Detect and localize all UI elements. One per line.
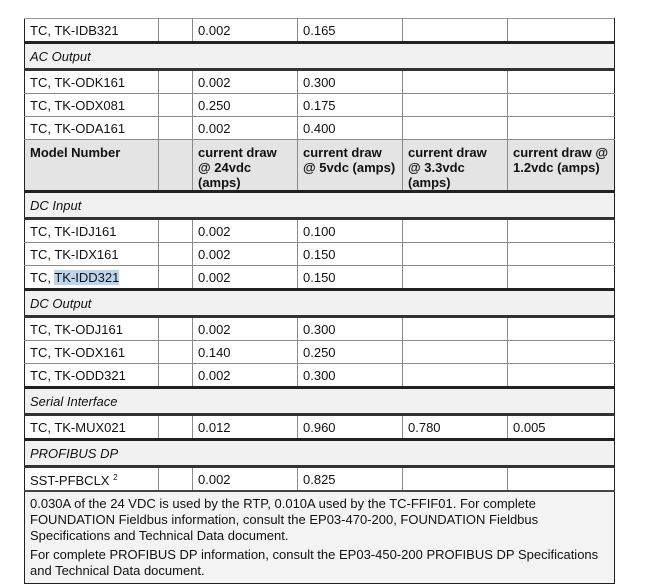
section-row-dc-input <box>25 192 615 219</box>
blank-cell <box>159 117 193 140</box>
blank-cell <box>159 364 193 388</box>
section-row-serial-interface <box>25 388 615 415</box>
header-current-24v: current draw @ 24vdc (amps) <box>193 140 298 192</box>
current-1v2-cell <box>508 19 615 43</box>
model-name: SST-PFBCLX <box>30 473 110 488</box>
current-5v-cell: 0.250 <box>298 341 403 364</box>
notes-row <box>25 491 615 584</box>
model-cell: TC, TK-ODA161 <box>25 117 159 140</box>
note-foundation-fieldbus: 0.030A of the 24 VDC is used by the RTP, 0.010A used by the TC-FFIF01. For complete FOUNDATION Fieldbus information, consult the EP03-470-200, FOUNDATION Fieldbus Specifications and Technical Data document. <box>30 496 539 543</box>
table-row <box>25 364 615 388</box>
header-blank <box>159 140 193 192</box>
selected-text[interactable]: TK-IDD321 <box>54 269 120 285</box>
current-5v-cell: 0.300 <box>298 70 403 94</box>
table-row <box>25 266 615 290</box>
current-24v-cell: 0.140 <box>193 341 298 364</box>
blank-cell <box>159 317 193 341</box>
table-header-row <box>25 140 615 192</box>
section-title: AC Output <box>25 43 615 70</box>
current-5v-cell: 0.300 <box>298 364 403 388</box>
current-5v-cell: 0.165 <box>298 19 403 43</box>
table-row <box>25 70 615 94</box>
header-current-1v2: current draw @ 1.2vdc (amps) <box>508 140 615 192</box>
current-24v-cell: 0.002 <box>193 364 298 388</box>
current-5v-cell: 0.960 <box>298 415 403 440</box>
model-cell: TC, TK-ODK161 <box>25 70 159 94</box>
current-3v3-cell <box>403 317 508 341</box>
table-row <box>25 415 615 440</box>
current-3v3-cell <box>403 341 508 364</box>
table-row <box>25 341 615 364</box>
blank-cell <box>159 19 193 43</box>
model-cell: TC, TK-ODX161 <box>25 341 159 364</box>
current-3v3-cell <box>403 467 508 492</box>
model-cell: TC, TK-ODD321 <box>25 364 159 388</box>
current-24v-cell: 0.002 <box>193 219 298 243</box>
model-cell: TC, TK-MUX021 <box>25 415 159 440</box>
current-24v-cell: 0.002 <box>193 317 298 341</box>
blank-cell <box>159 243 193 266</box>
note-profibus-dp: For complete PROFIBUS DP information, consult the EP03-450-200 PROFIBUS DP Specifications and Technical Data document. <box>30 547 599 578</box>
table-row <box>25 467 615 492</box>
current-1v2-cell <box>508 364 615 388</box>
current-5v-cell: 0.150 <box>298 243 403 266</box>
current-3v3-cell <box>403 70 508 94</box>
model-cell: TC, TK-ODJ161 <box>25 317 159 341</box>
current-24v-cell: 0.002 <box>193 70 298 94</box>
blank-cell <box>159 467 193 492</box>
current-24v-cell: 0.002 <box>193 117 298 140</box>
table-row <box>25 243 615 266</box>
table-row <box>25 117 615 140</box>
model-prefix: TC, <box>30 269 55 285</box>
current-5v-cell: 0.175 <box>298 94 403 117</box>
header-model-number: Model Number <box>25 140 159 192</box>
current-5v-cell: 0.400 <box>298 117 403 140</box>
section-title: PROFIBUS DP <box>25 440 615 467</box>
current-1v2-cell <box>508 117 615 140</box>
notes-cell <box>25 491 615 584</box>
current-3v3-cell <box>403 94 508 117</box>
model-cell[interactable] <box>25 266 159 290</box>
header-current-3v3: current draw @ 3.3vdc (amps) <box>403 140 508 192</box>
section-row-profibus-dp <box>25 440 615 467</box>
current-1v2-cell <box>508 70 615 94</box>
header-current-5v: current draw @ 5vdc (amps) <box>298 140 403 192</box>
model-cell: TC, TK-IDB321 <box>25 19 159 43</box>
current-24v-cell: 0.002 <box>193 243 298 266</box>
model-cell: TC, TK-IDJ161 <box>25 219 159 243</box>
current-24v-cell: 0.002 <box>193 467 298 492</box>
current-3v3-cell <box>403 266 508 290</box>
model-cell: TC, TK-IDX161 <box>25 243 159 266</box>
current-24v-cell: 0.002 <box>193 266 298 290</box>
current-24v-cell: 0.002 <box>193 19 298 43</box>
current-3v3-cell: 0.780 <box>403 415 508 440</box>
current-3v3-cell <box>403 243 508 266</box>
blank-cell <box>159 415 193 440</box>
blank-cell <box>159 219 193 243</box>
model-cell <box>25 467 159 492</box>
current-3v3-cell <box>403 19 508 43</box>
current-5v-cell: 0.150 <box>298 266 403 290</box>
current-1v2-cell <box>508 341 615 364</box>
current-1v2-cell <box>508 266 615 290</box>
current-1v2-cell <box>508 317 615 341</box>
current-draw-table <box>24 18 615 584</box>
current-1v2-cell <box>508 467 615 492</box>
table-row <box>25 219 615 243</box>
section-row-dc-output <box>25 290 615 317</box>
current-5v-cell: 0.100 <box>298 219 403 243</box>
current-5v-cell: 0.300 <box>298 317 403 341</box>
model-cell: TC, TK-ODX081 <box>25 94 159 117</box>
current-1v2-cell <box>508 219 615 243</box>
current-1v2-cell: 0.005 <box>508 415 615 440</box>
current-24v-cell: 0.012 <box>193 415 298 440</box>
table-row <box>25 94 615 117</box>
footnote-marker: 2 <box>113 473 118 482</box>
section-title: DC Output <box>25 290 615 317</box>
blank-cell <box>159 70 193 94</box>
blank-cell <box>159 341 193 364</box>
current-3v3-cell <box>403 117 508 140</box>
section-row-ac-output <box>25 43 615 70</box>
current-5v-cell: 0.825 <box>298 467 403 492</box>
current-1v2-cell <box>508 94 615 117</box>
section-title: DC Input <box>25 192 615 219</box>
table-row <box>25 317 615 341</box>
blank-cell <box>159 266 193 290</box>
current-1v2-cell <box>508 243 615 266</box>
current-3v3-cell <box>403 219 508 243</box>
current-3v3-cell <box>403 364 508 388</box>
blank-cell <box>159 94 193 117</box>
current-24v-cell: 0.250 <box>193 94 298 117</box>
table-row <box>25 19 615 43</box>
section-title: Serial Interface <box>25 388 615 415</box>
